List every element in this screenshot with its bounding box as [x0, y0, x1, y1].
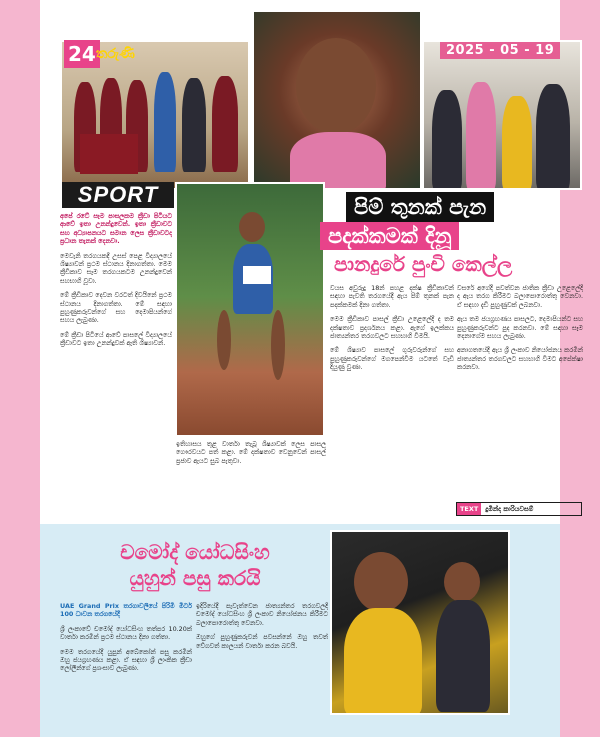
story1-column-2 — [176, 440, 326, 528]
story1-headline — [320, 192, 582, 280]
paragraph: ඔහුගේ පුහුණුකරුවන් පවසන්නේ ඔහු තවත් වේගවත් කාලයන් වාර්තා කරන බවයි. — [196, 633, 328, 650]
story1-column-3 — [330, 284, 454, 512]
paragraph: ඉදිරියේදී පැවැත්වෙන ජාත්‍යන්තර තරගවලදී චමෝද් යෝධසිංහ ශ්‍රී ලංකාව නියෝජනය කිරීමට බලාපොරොත්තු වෙනවා. — [196, 602, 328, 627]
story2-column-2 — [196, 602, 328, 734]
page-number: 24 — [64, 40, 100, 68]
paragraph: මේ ක්‍රීඩිකාව දෙවන වරටත් දිවයිනේ ප්‍රථම ස්ථානය දිනාගත්තා. මේ සඳහා පුහුණුකරුවන්ගේ සහ දෙමාපියන්ගේ සහය ලැබුණා. — [60, 291, 172, 325]
headline-line-2: පදක්කමක් දිනූ — [320, 222, 459, 250]
paragraph: මෙවැනි තරගයකදී උසස් පෙළ විද්‍යාලයේ ශිෂ්‍යාවන් ප්‍රථම ස්ථානය දිනාගත්තා. මෙම ක්‍රීඩිකාව සෑම තරගයකටම උනන්දුවෙන් සහභාගි වූවා. — [60, 251, 172, 285]
paragraph: ශ්‍රී ලංකාවේ චමෝද් යෝධසිංහ තත්පර 10.20ක් වාර්තා කරමින් ප්‍රථම ස්ථානය දිනා ගත්තා. — [60, 624, 192, 642]
story2-headline-line-2: යුහුන් පසු කරයි — [129, 566, 261, 590]
story1-lead: අපේ රටේ සෑම පාසලකම ක්‍රීඩා පිටියට ආවේ ඉතා උනන්දුවෙන්. ඉතා ක්‍රීඩාවට සහ අධ්‍යාපනයට සමාන ලෙස ක්‍රීඩාවටද ප්‍රධාන තැනක් දෙනවා. — [60, 212, 172, 246]
story2-lead: UAE Grand Prix තරගාවලියේ පිරිමි මීටර් 100 ධාවන තරගයේදී — [60, 602, 192, 619]
story2-column-1 — [60, 602, 192, 734]
paragraph: මෙම ක්‍රීඩිකාව පාසල් ක්‍රීඩා උළෙලේදී ද තම දක්ෂතාව ප්‍රදර්ශනය කළා. ඇගේ ඉලක්කය ජාත්‍යන්තර තරගවලට සහභාගි වීමයි. — [330, 315, 454, 341]
paragraph: මෙම තරගයේදී යුපුන් අබේකෝන් පසු කරමින් ඔහු ජයග්‍රහණය කළා. ඒ සඳහා ශ්‍රී ලාංකික ක්‍රීඩා ලෝලීන්ගේ ප්‍රශංසාව ලැබුණා. — [60, 647, 192, 673]
headline-line-1: පිම් තුනක් පැන — [346, 192, 494, 222]
story1-column-4 — [457, 284, 583, 498]
sport-section-label: SPORT — [62, 182, 174, 208]
athlete-closeup-photo — [252, 10, 422, 190]
story1-column-1 — [60, 212, 172, 524]
section-name: තරුණි — [96, 46, 135, 62]
award-ceremony-photo — [422, 40, 582, 190]
byline-name: දුමින්ද කාරියවසම් — [485, 504, 534, 513]
paragraph: ඇය තම ජයග්‍රහණය පාසලට, දෙමාපියන්ට සහ පුහුණුකරුවන්ට පුද කරනවා. මේ සඳහා සෑම දෙනාගේම සහය ලැබුණා. — [457, 315, 583, 341]
byline-tag: TEXT — [457, 503, 481, 515]
sprinter-photo-front — [330, 530, 510, 715]
paragraph: මේ ශිෂ්‍යාව පාසලේ ගුරුවරුන්ගේ සහ පුහුණුකරුවන්ගේ මගපෙන්වීම යටතේ වැඩි දියුණු වුණා. — [330, 346, 454, 372]
paragraph: අනාගතයේදී ඇය ශ්‍රී ලංකාව නියෝජනය කරමින් ජාත්‍යන්තර තරගවලට සහභාගි වීමට අපේක්ෂා කරනවා. — [457, 346, 583, 372]
paragraph: වසරේ අගේදී පවත්වන ජාතික ක්‍රීඩා උළෙලේදී ද ඇය තරග කිරීමට බලාපොරොත්තු වෙනවා. ඒ සඳහා දැඩි පුහුණුවක් ලබනවා. — [457, 284, 583, 309]
triple-jump-photo — [175, 182, 325, 437]
byline — [456, 502, 582, 516]
headline-line-3: පානදුරේ පුංචි කෙල්ල — [334, 252, 513, 276]
left-pink-border — [0, 0, 40, 737]
story2-headline-line-1: චමෝද් යෝධසිංහ — [120, 540, 270, 564]
paragraph: ඉතිහාසය තුළ වාර්තා තැබූ ශිෂ්‍යාවක් ලෙස පාසල ගෞරවයට පත් කළා. මේ දක්ෂතාව වෙනුවෙන් පාසල් ප්‍රජාව ඇයට සුබ පැතුවා. — [176, 440, 326, 465]
paragraph: මේ ක්‍රීඩා පිටියේ ආවේ පාසලේ විද්‍යාලයේ ක්‍රීඩාවට ඉතා උනන්දුවක් ඇති ශිෂ්‍යාවන්. — [60, 330, 172, 348]
paragraph: වයස අවුරුදු 18න් පහළ දක්ෂ ක්‍රීඩිකාවන් සඳහා පැවති තරගයේදී ඇය පිම් තුනක් පැන පදක්කමක් දිනා ගත්තා. — [330, 284, 454, 309]
issue-date: 2025 - 05 - 19 — [440, 42, 560, 59]
